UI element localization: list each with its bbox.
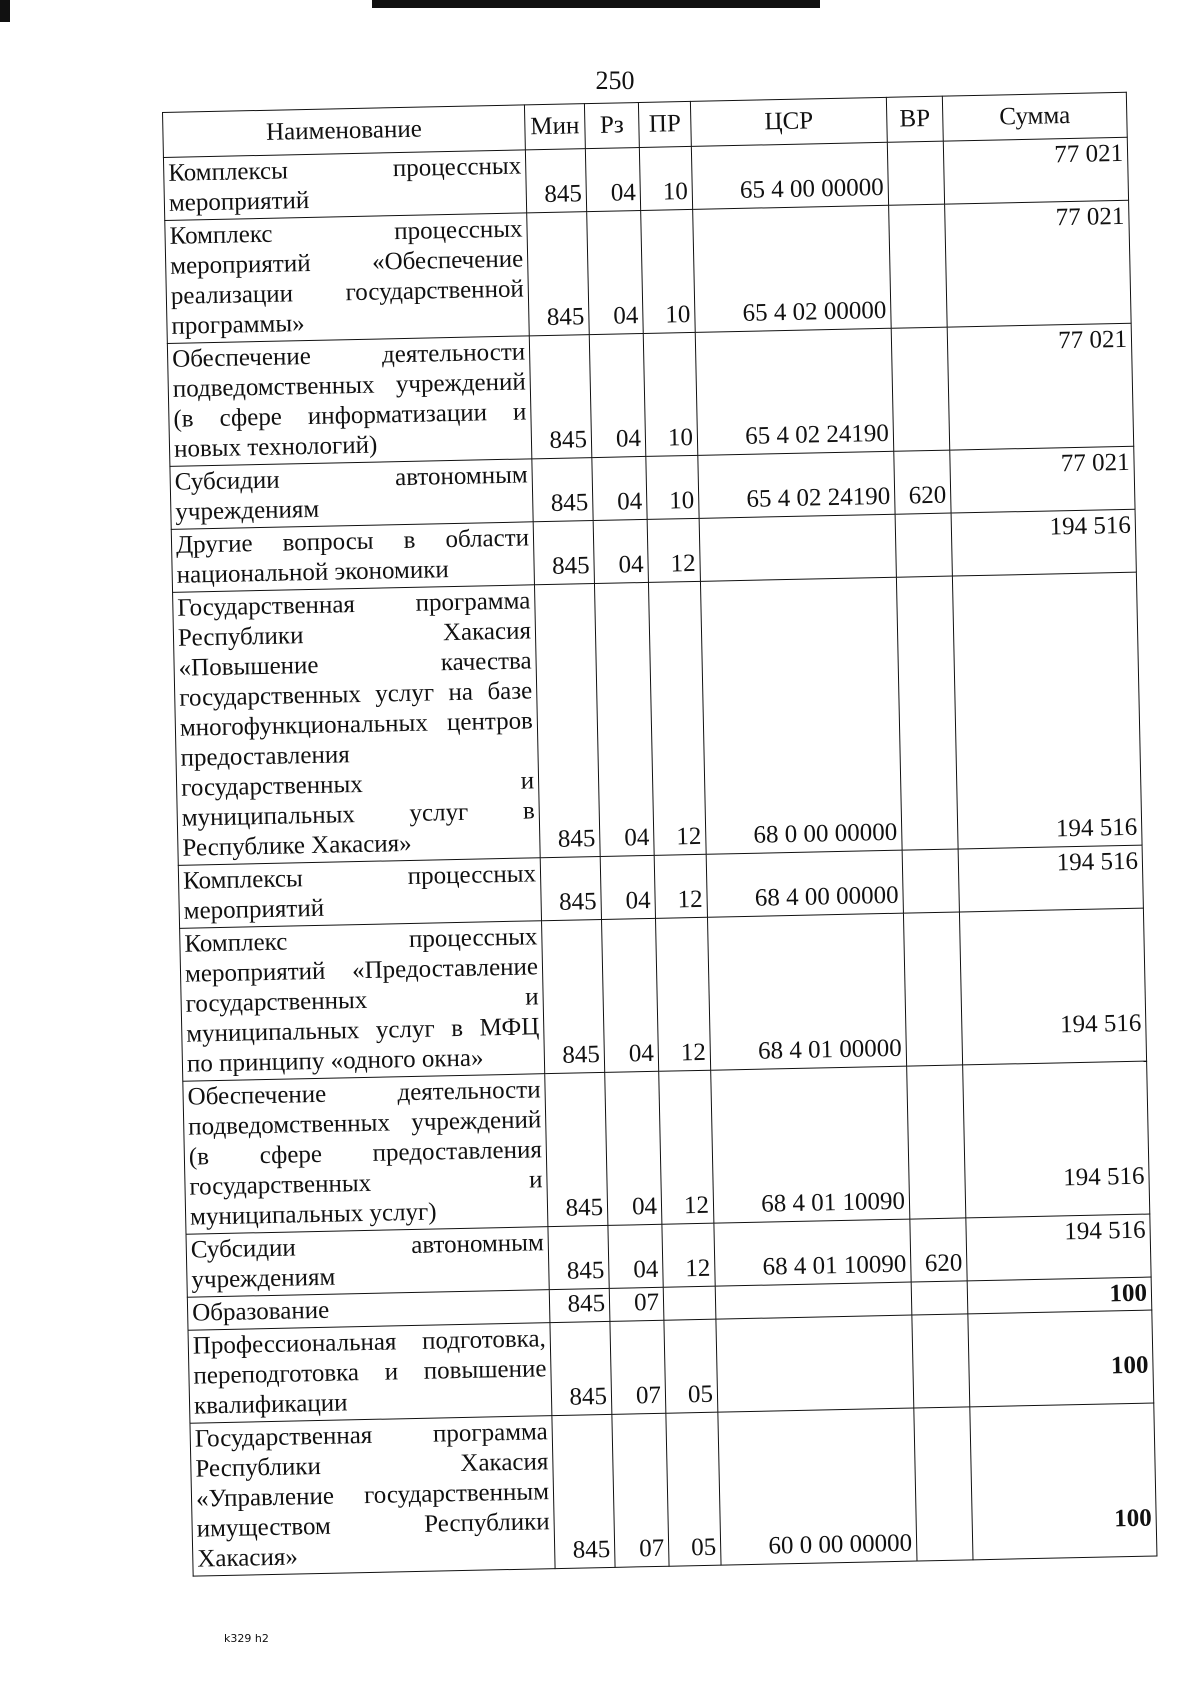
row-vr (889, 204, 948, 328)
row-min: 845 (552, 1414, 615, 1568)
row-pr (663, 1286, 716, 1320)
row-name: Обеспечение деятельности подведомственных учреждений (в сфере предоставления государственных и муниципальных услуг) (183, 1074, 548, 1235)
row-vr (911, 1281, 968, 1315)
table-row (173, 572, 1143, 865)
header-csr: ЦСР (690, 97, 887, 146)
page-number: 250 (595, 66, 635, 95)
row-rz: 04 (585, 148, 640, 212)
row-name: Образование (187, 1290, 550, 1331)
row-min: 845 (545, 1072, 608, 1226)
header-name: Наименование (163, 105, 526, 158)
row-sum: 194 516 (958, 845, 1143, 912)
row-pr: 12 (659, 1070, 714, 1224)
row-name: Обеспечение деятельности подведомственных учреждений (в сфере информатизации и новых технологий) (167, 336, 531, 467)
row-pr: 12 (647, 518, 700, 582)
scan-edge-bar (372, 0, 820, 8)
row-name: Государственная программа Республики Хакасия «Повышение качества государственных услуг на базе многофункциональных центров предоставления государственных и муниципальных услуг в Республике Хакасия» (173, 585, 541, 866)
row-pr: 10 (641, 209, 696, 333)
row-vr (896, 576, 958, 850)
row-sum: 194 516 (952, 572, 1142, 849)
row-vr (914, 1407, 973, 1561)
row-sum: 77 021 (950, 446, 1135, 513)
row-rz: 04 (594, 582, 654, 856)
row-rz: 07 (609, 1287, 664, 1321)
header-vr: ВР (886, 96, 943, 142)
row-vr: 620 (910, 1218, 967, 1282)
row-name: Другие вопросы в области национальной экономики (171, 522, 534, 593)
row-name: Профессиональная подготовка, переподготовка и повышение квалификации (188, 1323, 552, 1424)
row-pr: 10 (639, 146, 692, 210)
row-sum: 77 021 (945, 200, 1132, 327)
row-csr (699, 514, 896, 581)
row-rz: 07 (612, 1413, 669, 1567)
row-csr: 68 0 00 00000 (700, 577, 902, 854)
row-rz: 07 (610, 1320, 666, 1414)
table-row (190, 1403, 1157, 1576)
row-sum: 194 516 (951, 509, 1136, 576)
header-min: Мин (524, 104, 585, 150)
row-csr: 68 4 01 00000 (707, 913, 906, 1070)
row-pr: 12 (662, 1223, 715, 1287)
row-rz: 04 (605, 1071, 662, 1225)
scan-edge-mark (0, 0, 10, 22)
table-row (167, 323, 1133, 466)
row-csr: 68 4 01 10090 (711, 1066, 910, 1223)
row-name: Комплекс процессных мероприятий «Обеспечение реализации государственной программы» (165, 213, 529, 344)
row-sum: 194 516 (963, 1061, 1150, 1218)
header-rz: Рз (584, 103, 639, 149)
row-csr (716, 1315, 914, 1412)
row-vr (895, 513, 952, 577)
row-csr: 68 4 01 10090 (714, 1219, 911, 1286)
row-pr: 05 (666, 1412, 721, 1566)
header-sum: Сумма (942, 92, 1127, 141)
row-sum: 100 (967, 1277, 1152, 1314)
row-pr: 05 (664, 1319, 718, 1413)
row-sum: 194 516 (966, 1214, 1151, 1281)
row-min: 845 (548, 1225, 609, 1289)
row-name: Комплексы процессных мероприятий (178, 858, 541, 929)
row-vr (891, 327, 950, 451)
row-vr (902, 849, 959, 913)
row-csr: 68 4 00 00000 (706, 850, 903, 917)
table-row (165, 200, 1131, 343)
row-name: Комплекс процессных мероприятий «Предоставление государственных и муниципальных услуг в МФЦ по принципу «одного окна» (180, 921, 545, 1082)
row-pr: 12 (654, 854, 707, 918)
footer-code: k329 h2 (224, 1632, 269, 1645)
row-rz: 04 (587, 210, 644, 334)
row-min: 845 (540, 856, 601, 920)
row-vr (912, 1314, 970, 1408)
row-csr (715, 1282, 912, 1319)
row-name: Субсидии автономным учреждениям (170, 459, 533, 530)
row-vr (903, 912, 962, 1066)
row-min: 845 (549, 1288, 610, 1322)
row-min: 845 (534, 584, 600, 858)
row-sum: 77 021 (947, 323, 1134, 450)
row-pr: 10 (646, 455, 699, 519)
table-row (183, 1061, 1150, 1234)
row-rz: 04 (593, 519, 648, 583)
row-name: Государственная программа Республики Хакасия «Управление государственным имуществом Республики Хакасия» (190, 1416, 555, 1577)
row-min: 845 (525, 149, 586, 213)
row-rz: 04 (602, 918, 659, 1072)
row-min: 845 (550, 1321, 612, 1415)
row-sum: 77 021 (943, 137, 1128, 204)
row-min: 845 (533, 521, 594, 585)
row-rz: 04 (600, 855, 655, 919)
row-csr: 65 4 00 00000 (691, 142, 888, 209)
budget-table (162, 92, 1157, 1577)
row-csr: 60 0 00 00000 (718, 1408, 917, 1565)
row-name: Комплексы процессных мероприятий (163, 150, 526, 221)
table-row (180, 908, 1147, 1081)
row-min: 845 (532, 458, 593, 522)
row-csr: 65 4 02 24190 (698, 451, 895, 518)
row-vr (887, 141, 944, 205)
budget-table-sheet (162, 92, 1156, 1577)
row-pr: 10 (643, 332, 698, 456)
row-min: 845 (529, 335, 592, 459)
row-rz: 04 (589, 333, 646, 457)
row-csr: 65 4 02 00000 (693, 205, 892, 332)
row-rz: 04 (592, 456, 647, 520)
row-rz: 04 (608, 1224, 663, 1288)
row-min: 845 (527, 212, 590, 336)
row-name: Субсидии автономным учреждениям (186, 1227, 549, 1298)
row-vr (907, 1065, 966, 1219)
row-sum: 100 (970, 1403, 1157, 1560)
row-min: 845 (542, 919, 605, 1073)
header-pr: ПР (638, 101, 691, 147)
row-pr: 12 (648, 581, 706, 855)
row-pr: 12 (655, 917, 710, 1071)
row-sum: 194 516 (959, 908, 1146, 1065)
row-vr: 620 (894, 450, 951, 514)
row-csr: 65 4 02 24190 (695, 328, 894, 455)
row-sum: 100 (968, 1310, 1154, 1407)
